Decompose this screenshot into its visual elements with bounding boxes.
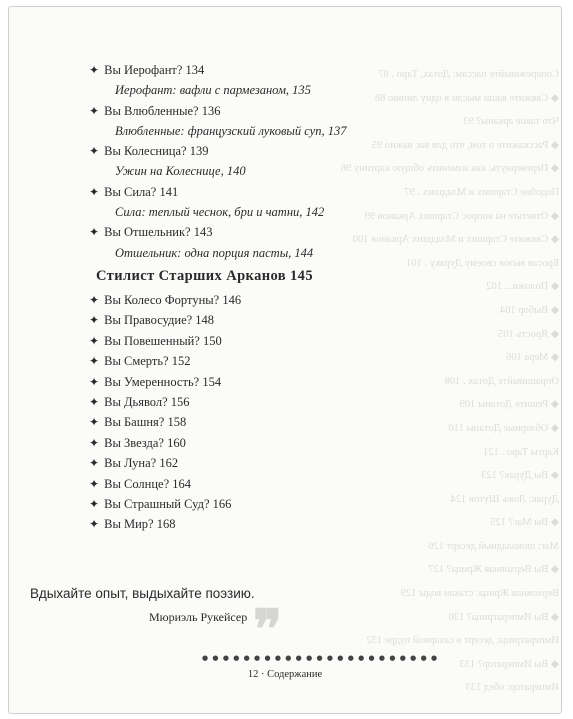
toc-entry	[89, 412, 241, 432]
star-bullet-icon: ✦	[89, 497, 100, 512]
toc-lower-list	[89, 290, 241, 535]
toc-entry-label: Вы Луна? 162	[101, 456, 179, 471]
toc-entry	[89, 392, 241, 412]
toc-entry	[89, 182, 346, 202]
bleed-through-line: Карты Таро . 121	[483, 446, 559, 458]
star-bullet-icon: ✦	[89, 395, 100, 410]
star-bullet-icon: ✦	[89, 517, 100, 532]
star-bullet-icon: ✦	[89, 354, 100, 369]
star-bullet-icon: ✦	[89, 476, 100, 491]
star-bullet-icon: ✦	[89, 103, 100, 118]
toc-entry	[89, 141, 346, 161]
toc-entry	[89, 290, 241, 310]
bleed-through-line: Верховная Жрица: стакан воды 129	[400, 588, 559, 600]
toc-entry-label: Вы Повешенный? 150	[101, 333, 222, 348]
star-bullet-icon: ✦	[89, 63, 100, 77]
bleed-through-line: ◆ Выбор 104	[500, 304, 559, 316]
bleed-through-line: ◆ Решите Дотаны 109	[459, 399, 559, 411]
toc-entry-label: Вы Солнце? 164	[101, 476, 191, 491]
bleed-through-line: Подобие Старших и Младших . 97	[404, 186, 559, 198]
toc-entry-label: Вы Смерть? 152	[101, 354, 191, 369]
bleed-through-line: Что такое арканы? 93	[463, 116, 559, 128]
epigraph-quote: Вдыхайте опыт, выдыхайте поэзию.	[30, 586, 255, 601]
star-bullet-icon: ✦	[89, 293, 100, 307]
toc-subentry: Иерофант: вафли с пармезаном, 135	[115, 83, 311, 98]
bleed-through-line: ◆ Ответьте на вопрос Старших Арканов 99	[364, 210, 559, 222]
quotation-marks-icon: ❞	[253, 597, 283, 661]
bleed-through-line: ◆ Вы Верховная Жрица? 127	[428, 564, 559, 576]
bleed-through-line: Бросая вызов своему Дураку . 101	[406, 257, 559, 269]
bleed-through-line: ◆ Ярость 105	[498, 328, 559, 340]
bleed-through-line: ◆ Вы Император? 133	[459, 658, 559, 670]
toc-entry-label: Вы Мир? 168	[101, 517, 176, 532]
toc-entry-label: Вы Правосудие? 148	[101, 313, 215, 328]
bleed-through-line: ◆ Свяжите Старших и Младших Арканов 100	[352, 234, 559, 246]
toc-entry-label: Вы Колесо Фортуны? 146	[101, 293, 242, 307]
toc-entry-label: Вы Страшный Суд? 166	[101, 497, 232, 512]
toc-upper-list	[89, 60, 346, 263]
star-bullet-icon: ✦	[89, 184, 100, 199]
toc-entry-label: Вы Дьявол? 156	[101, 395, 190, 410]
page-footer: 12 · Содержание	[247, 669, 323, 680]
toc-entry	[89, 494, 241, 514]
toc-entry-label: Вы Звезда? 160	[101, 435, 186, 450]
toc-entry-label: Вы Башня? 158	[101, 415, 187, 430]
toc-entry	[89, 310, 241, 330]
bleed-through-line: ◆ Обзорные Дотаны 110	[448, 422, 559, 434]
toc-entry	[89, 222, 346, 242]
star-bullet-icon: ✦	[89, 456, 100, 471]
toc-subentry: Отшельник: одна порция пасты, 144	[115, 245, 314, 260]
bleed-through-line: ◆ Вы Дурак? 123	[481, 470, 559, 482]
bleed-through-line: Маг: шоколадный десерт 126	[428, 540, 559, 552]
bleed-through-line: ◆ Вы Императрица? 130	[448, 611, 559, 623]
star-bullet-icon: ✦	[89, 144, 100, 159]
star-bullet-icon: ✦	[89, 225, 100, 240]
book-page	[8, 6, 562, 714]
bleed-through-line: Императрица: десерт в сахарной пудре 132	[366, 635, 559, 647]
epigraph-author: Мюриэль Рукейсер	[149, 610, 248, 624]
toc-entry	[89, 372, 241, 392]
toc-entry	[89, 331, 241, 351]
dotted-rule: ●●●●●●●●●●●●●●●●●●●●●●●	[202, 654, 442, 662]
bleed-through-line: ◆ Расскажите о том, что для вас важно 95	[371, 139, 559, 151]
bleed-through-line: ◆ Мера 106	[506, 352, 559, 364]
bleed-through-line: Император: обед 133	[465, 682, 559, 694]
toc-entry	[89, 60, 346, 80]
toc-entry	[89, 101, 346, 121]
toc-entry	[89, 453, 241, 473]
toc-entry-label: Вы Влюбленные? 136	[101, 103, 221, 118]
star-bullet-icon: ✦	[89, 415, 100, 430]
star-bullet-icon: ✦	[89, 313, 100, 328]
toc-entry	[89, 474, 241, 494]
toc-entry-label: Вы Сила? 141	[101, 184, 179, 199]
toc-entry-label: Вы Иерофант? 134	[101, 63, 205, 77]
toc-subentry: Влюбленные: французский луковый суп, 137	[115, 123, 347, 138]
star-bullet-icon: ✦	[89, 435, 100, 450]
bleed-through-line: ◆ Перевернуть: как изменить общую картину 96	[340, 163, 559, 175]
bleed-through-line: ◆ Свяжите ваши мысли в одну линию 88	[374, 92, 559, 104]
bleed-through-text	[309, 63, 559, 700]
bleed-through-line: Опрашивайте Дотах . 108	[444, 375, 559, 387]
section-heading: Стилист Старших Арканов 145	[96, 268, 313, 284]
bleed-through-line: ◆ Вы Маг? 125	[490, 517, 559, 529]
toc-entry	[89, 433, 241, 453]
toc-entry-label: Вы Отшельник? 143	[101, 225, 213, 240]
bleed-through-line: Дурак: Ложь Шутов 124	[450, 493, 559, 505]
bleed-through-line: Сопереживайте пассам: Дотах, Таро . 87	[378, 69, 559, 80]
toc-entry	[89, 351, 241, 371]
toc-subentry: Ужин на Колеснице, 140	[115, 164, 246, 179]
toc-entry-label: Вы Колесница? 139	[101, 144, 209, 159]
star-bullet-icon: ✦	[89, 374, 100, 389]
toc-entry-label: Вы Умеренность? 154	[101, 374, 222, 389]
star-bullet-icon: ✦	[89, 333, 100, 348]
bleed-through-line: ◆ Положи... 102	[486, 281, 559, 293]
toc-entry	[89, 514, 241, 534]
toc-subentry: Сила: теплый чеснок, бри и чатни, 142	[115, 205, 325, 220]
